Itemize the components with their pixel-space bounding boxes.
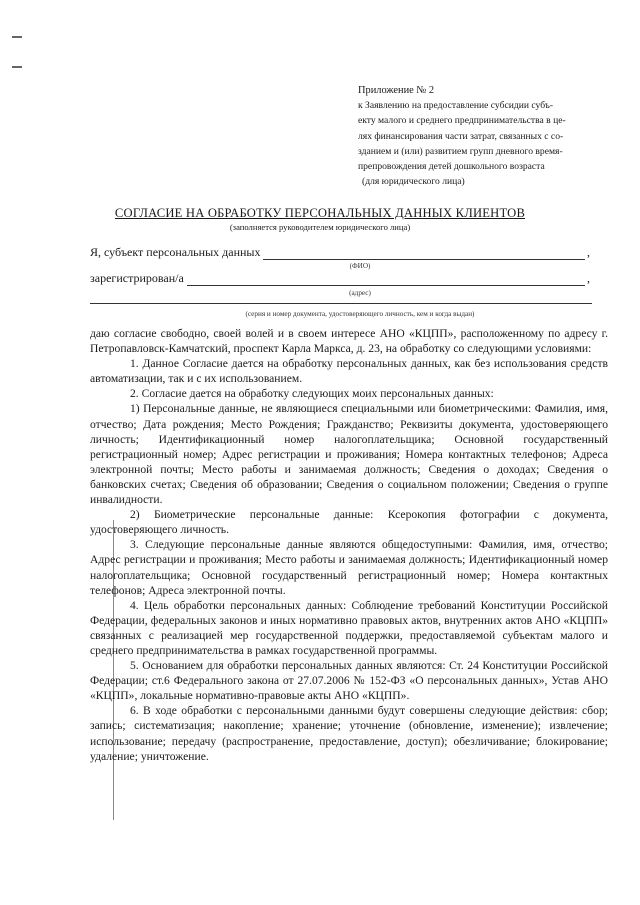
appendix-line: зданием и (или) развитием групп дневного время- — [358, 145, 563, 157]
appendix-line: екту малого и среднего предпринимательства в це- — [358, 115, 566, 127]
clause-3: 3. Следующие персональные данные являются общедоступными: Фамилия, имя, отчество; Адрес регистрации и проживания; Место работы и занимаемая должность; Идентификационный номер налогоплательщика; Основной государственный регистрационный номер; Номера контактных телефонов; Адреса электронной почты. — [90, 538, 608, 597]
clause-2: 2. Согласие дается на обработку следующих моих персональных данных: — [130, 387, 494, 401]
address-hint: (адрес) — [349, 289, 371, 297]
appendix-line: препровождения детей дошкольного возраста — [358, 161, 545, 173]
scan-mark — [12, 66, 22, 68]
subject-hint: (ФИО) — [349, 262, 371, 270]
comma: , — [587, 245, 590, 259]
scan-mark — [12, 36, 22, 38]
clause-5: 5. Основанием для обработки персональных данных являются: Ст. 24 Конституции Российской Федерации; ст.6 Федерального закона от 27.07.2006 № 152-ФЗ «О персональных данных», Устав АНО «КЦПП», локальные нормативно-правовые акты АНО «КЦПП». — [90, 659, 608, 703]
subject-label: Я, субъект персональных данных — [90, 245, 261, 259]
appendix-line: (для юридического лица) — [362, 176, 465, 188]
comma: , — [587, 271, 590, 285]
appendix-title: Приложение № 2 — [358, 85, 435, 96]
consent-body — [90, 326, 608, 764]
clause-2-2: 2) Биометрические персональные данные: Ксерокопия фотографии с документа, удостоверяющего личность. — [90, 508, 608, 537]
appendix-header — [358, 83, 628, 189]
clause-4: 4. Цель обработки персональных данных: Соблюдение требований Конституции Российской Федерации, федеральных законов и иных нормативно правовых актов, внутренних актов АНО «КЦПП» связанных с реализацией мер государственной поддержки, предоставляемой субъектам малого и среднего предпринимательства в рамках государственной программы. — [90, 598, 608, 657]
appendix-line: к Заявлению на предоставление субсидии субъ- — [358, 100, 554, 112]
subject-field-row — [90, 245, 590, 260]
document-field[interactable] — [90, 303, 592, 304]
clause-6: 6. В ходе обработки с персональными данными будут совершены следующие действия: сбор; запись; систематизация; накопление; хранение; уточнение (обновление, изменение); извлечение; использование; передачу (распространение, предоставление, доступ); обезличивание; блокирование; удаление; уничтожение. — [90, 704, 608, 763]
document-hint: (серия и номер документа, удостоверяющего личность, кем и когда выдан) — [245, 310, 475, 318]
document-title: СОГЛАСИЕ НА ОБРАБОТКУ ПЕРСОНАЛЬНЫХ ДАННЫХ КЛИЕНТОВ — [114, 206, 526, 220]
address-field[interactable] — [187, 273, 585, 286]
subject-name-field[interactable] — [263, 247, 585, 260]
clause-1: 1. Данное Согласие дается на обработку персональных данных, как без использования средств автоматизации, так и с их использованием. — [90, 357, 608, 386]
document-subtitle: (заполняется руководителем юридического лица) — [229, 222, 411, 232]
appendix-line: лях финансирования части затрат, связанных с со- — [358, 130, 564, 142]
intro-paragraph: даю согласие свободно, своей волей и в своем интересе АНО «КЦПП», расположенному по адресу г. Петропавловск-Камчатский, проспект Карла Маркса, д. 23, на обработку со следующими условиями: — [90, 327, 608, 356]
registered-label: зарегистрирован/а — [90, 271, 184, 285]
clause-2-1: 1) Персональные данные, не являющиеся специальными или биометрическими: Фамилия, имя, отчество; Дата рождения; Место Рождения; Гражданство; Реквизиты документа, удостоверяющего личность; Идентификационный номер налогоплательщика; Основной государственный регистрационный номер; Адрес регистрации и проживания; Номера контактных телефонов; Адреса электронной почты; Место работы и занимаемая должность; Сведения о доходах; Сведения о банковских счетах; Сведения об образовании; Сведения о социальном положении; Сведения о группе инвалидности. — [90, 402, 608, 507]
registered-field-row — [90, 271, 590, 286]
